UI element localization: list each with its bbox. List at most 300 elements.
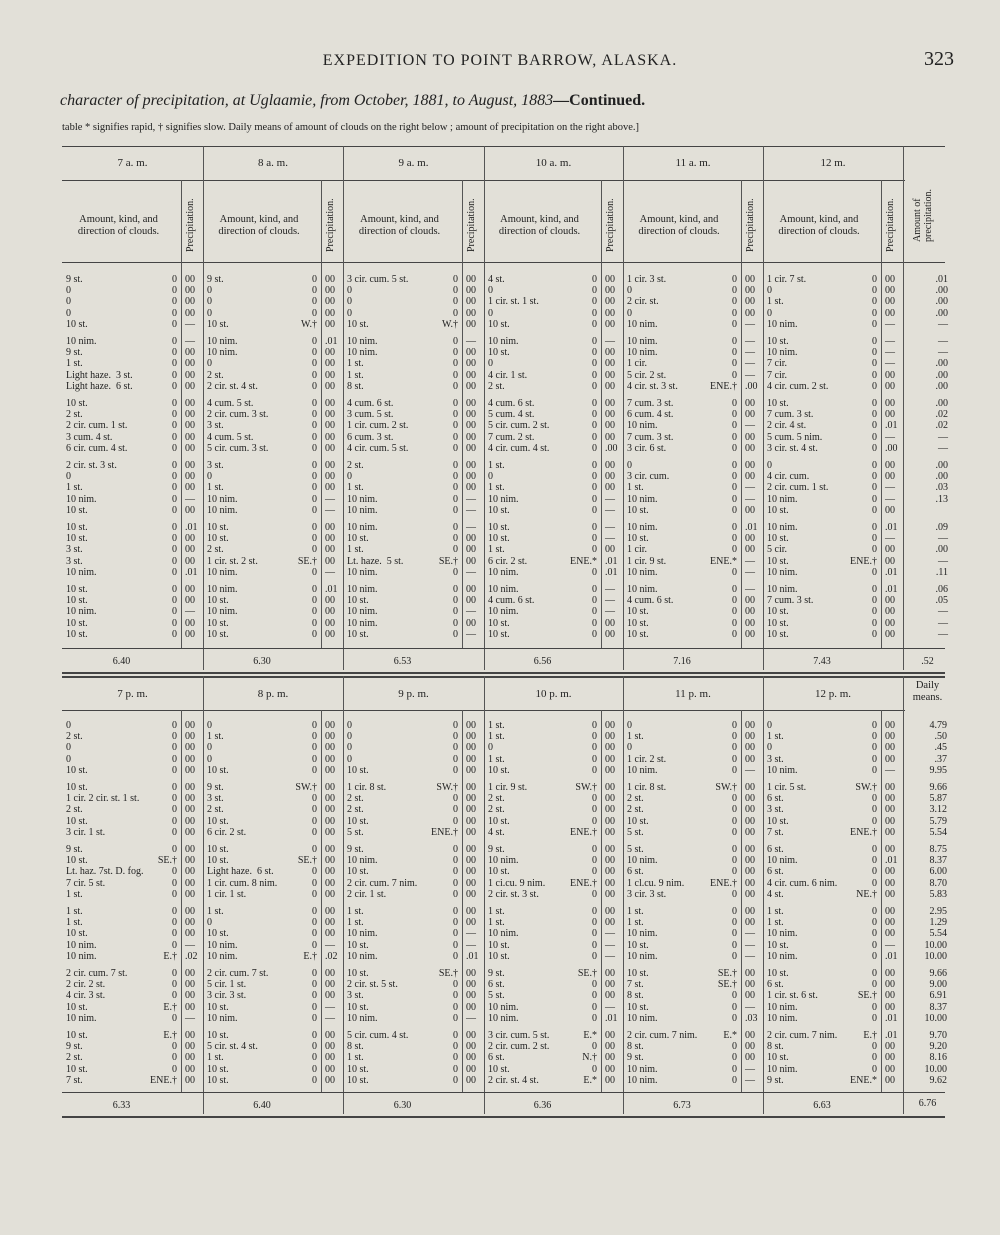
top-direction-cell: 0 0 0 0 0 [732, 274, 737, 330]
bottom-precip-cell: 00 00 — — .01 [466, 906, 479, 962]
top-precip-cell: 00 00 00 00 00 [185, 398, 195, 454]
bottom-cloud-cell: 9 st. 3 st. 2 st. 10 st. 6 cir. 2 st. [207, 782, 247, 838]
top-direction-cell: 0 0 0 0 0 [172, 584, 177, 640]
daily-mean-cell: 9.66 9.00 6.91 8.37 10.00 [924, 968, 947, 1024]
top-col-divider-5 [763, 146, 764, 670]
bottom-cloud-cell: 1 st. 1 st. 10 st. 10 nim. 10 nim. [66, 906, 97, 962]
top-hour-3: 10 a. m. [535, 157, 572, 169]
bottom-precip-cell: 00 00 00 00 00 [466, 1030, 476, 1086]
top-precip-cell: .01 00 00 00 00 [325, 584, 338, 640]
bottom-precip-cell: 00 00 — — — [745, 906, 755, 962]
top-cloud-cell: 10 nim. 7 cum. 3 st. 10 st. 10 st. 10 st. [767, 584, 814, 640]
top-col-divider-3 [484, 146, 485, 670]
bottom-cloud-cell: 0 1 st. 0 0 10 st. [207, 720, 229, 776]
bottom-precip-cell: 00 00 00 00 — [466, 968, 476, 1024]
top-right-divider [903, 146, 904, 670]
bottom-precip-divider-5 [881, 710, 882, 1092]
top-precip-cell: 00 00 — — 00 [885, 460, 895, 516]
top-precip-cell: — — 00 .01 .01 [605, 522, 618, 578]
bottom-precip-cell: 00 00 00 — .01 [605, 968, 618, 1024]
daily-mean-cell: 9.70 9.20 8.16 10.00 9.62 [924, 1030, 947, 1086]
bottom-total-0: 6.33 [112, 1100, 131, 1111]
top-cloud-cell: 9 st. 0 0 0 10 st. [207, 274, 229, 330]
top-clouds-head-5: Amount, kind, and direction of clouds. [778, 214, 860, 237]
bottom-direction-cell: 0 0 0 0 0 [453, 720, 458, 776]
top-cloud-cell: 1 cir. 3 st. 0 2 cir. st. 0 10 nim. [627, 274, 667, 330]
top-direction-cell: 0 0 0 0 0 [172, 398, 177, 454]
top-cloud-cell: 1 cir. 7 st. 0 1 st. 0 10 nim. [767, 274, 807, 330]
top-hour-5: 12 m. [820, 157, 846, 169]
table-caption [60, 92, 645, 110]
bottom-col-divider-5 [763, 676, 764, 1114]
bottom-cloud-cell: 0 0 0 0 10 st. [347, 720, 369, 776]
bottom-cloud-cell: 10 st. 9 st. 2 st. 10 st. 7 st. [66, 1030, 88, 1086]
bottom-direction-cell: 0 0 0 0 NE.† [856, 844, 877, 900]
bottom-bottom-rule [62, 1092, 945, 1093]
bottom-col-divider-1 [203, 676, 204, 1114]
top-precip-cell: .01 00 00 00 00 [885, 584, 898, 640]
bottom-precip-cell: 00 00 00 00 00 [885, 782, 895, 838]
page-title: EXPEDITION TO POINT BARROW, ALASKA. [322, 52, 678, 69]
top-clouds-head-3: Amount, kind, and direction of clouds. [498, 214, 581, 237]
top-direction-cell: 0 0 0 0 0 [872, 336, 877, 392]
top-precip-cell: — 00 00 00 — [466, 522, 476, 578]
top-bottom-rule [62, 648, 945, 649]
bottom-precip-cell: 00 .01 00 00 00 [885, 844, 898, 900]
top-clouds-head-2: Amount, kind, and direction of clouds. [358, 214, 441, 237]
bottom-precip-divider-0 [181, 710, 182, 1092]
top-cloud-cell: 10 st. 7 cum. 3 st. 2 cir. 4 st. 5 cum. 5 nim. 3 cir. st. 4 st. [767, 398, 823, 454]
daily-means-head: Daily means. [912, 680, 943, 703]
bottom-cloud-cell: 3 cir. cum. 5 st. 2 cir. cum. 2 st. 6 st. 10 st. 2 cir. st. 4 st. [488, 1030, 550, 1086]
bottom-precip-cell: 00 00 00 00 00 [185, 720, 195, 776]
bottom-direction-cell: 0 SE.† 0 0 0 [297, 844, 317, 900]
amount-total: .52 [921, 656, 934, 667]
bottom-direction-cell: 0 0 0 0 0 [732, 720, 737, 776]
bottom-cloud-cell: 0 1 st. 0 1 cir. 2 st. 10 nim. [627, 720, 667, 776]
top-precip-cell: 00 00 00 00 00 [466, 274, 476, 330]
top-direction-cell: 0 0 0 0 0 [453, 460, 458, 516]
top-precip-cell: — — — 00 00 [885, 336, 895, 392]
top-direction-cell: 0 0 0 0 0 [872, 584, 877, 640]
bottom-precip-cell: 00 00 — — — [605, 906, 615, 962]
bottom-cloud-cell: 1 cir. 5 st. 6 st. 3 st. 10 st. 7 st. [767, 782, 807, 838]
bottom-precip-divider-1 [321, 710, 322, 1092]
top-subhead-rule [62, 262, 945, 263]
top-total-1: 6.30 [253, 656, 271, 667]
top-precip-cell: .01 00 00 — — [745, 522, 758, 578]
bottom-precip-cell: 00 00 00 00 00 [605, 844, 615, 900]
bottom-precip-cell: 00 00 00 — .01 [885, 906, 898, 962]
top-cloud-cell: 4 cum. 5 st. 2 cir. cum. 3 st. 3 st. 4 cum. 5 st. 5 cir. cum. 3 st. [207, 398, 269, 454]
bottom-precip-cell: 00 00 00 — — [325, 968, 335, 1024]
bottom-direction-cell: 0 0 0 0 E.† [163, 906, 177, 962]
bottom-direction-cell: SW.† 0 0 0 ENE.† [431, 782, 458, 838]
top-direction-cell: 0 0 0 ENE.† 0 [850, 522, 877, 578]
bottom-cloud-cell: 10 st. 10 st. Light haze. 6 st. 1 cir. cum. 8 nim. 1 cir. 1 st. [207, 844, 278, 900]
bottom-cloud-cell: 0 1 st. 0 3 st. 10 nim. [767, 720, 798, 776]
bottom-precip-cell: 00 00 00 00 00 [466, 782, 476, 838]
top-precip-divider-1 [321, 180, 322, 648]
top-precip-cell: 00 00 00 — 00 [185, 460, 195, 516]
top-direction-cell: 0 0 0 0 W.† [441, 274, 458, 330]
top-cloud-cell: 10 nim. 10 nim. 1 cir. 5 cir. 2 st. 4 cir. st. 3 st. [627, 336, 678, 392]
bottom-col-divider-2 [343, 676, 344, 1114]
mean-total: 6.76 [918, 1098, 937, 1109]
bottom-direction-cell: 0 0 0 0 0 [172, 720, 177, 776]
bottom-direction-cell: SW.† 0 0 0 0 [295, 782, 317, 838]
top-direction-cell: 0 0 0 0 0 [732, 460, 737, 516]
bottom-cloud-cell: 5 cir. cum. 4 st. 8 st. 1 st. 10 st. 10 st. [347, 1030, 409, 1086]
bottom-direction-cell: E.* 0 N.† 0 E.* [582, 1030, 597, 1086]
bottom-direction-cell: SW.† 0 0 0 ENE.† [850, 782, 877, 838]
top-cloud-cell: 3 cir. cum. 5 st. 0 0 0 10 st. [347, 274, 409, 330]
top-col-divider-4 [623, 146, 624, 670]
bottom-precip-cell: 00 00 00 00 — [745, 720, 755, 776]
top-precip-cell: .01 00 00 00 00 [325, 336, 338, 392]
top-direction-cell: 0 0 0 SE.† 0 [297, 522, 317, 578]
top-direction-cell: 0 0 0 0 0 [453, 584, 458, 640]
bottom-cloud-cell: 10 st. 7 st. 8 st. 10 st. 10 nim. [627, 968, 658, 1024]
bottom-direction-cell: 0 0 0 0 0 [453, 906, 458, 962]
bottom-cloud-cell: 1 cir. 9 st. 2 st. 2 st. 10 st. 4 st. [488, 782, 528, 838]
top-hour-4: 11 a. m. [675, 157, 711, 169]
amount-cell: — — .00 .00 .00 [935, 336, 948, 392]
bottom-precip-cell: 00 00 00 00 00 [605, 1030, 615, 1086]
bottom-cloud-cell: 1 st. 1 st. 0 1 st. 10 st. [488, 720, 510, 776]
bottom-direction-cell: 0 0 0 0 0 [872, 720, 877, 776]
bottom-direction-cell: 0 0 0 0 0 [592, 906, 597, 962]
top-cloud-cell: 10 nim. 10 nim. 0 2 st. 2 cir. st. 4 st. [207, 336, 258, 392]
daily-mean-cell: 2.95 1.29 5.54 10.00 10.00 [924, 906, 947, 962]
top-direction-cell: 0 0 0 0 0 [453, 398, 458, 454]
top-direction-cell: 0 0 0 0 0 [732, 398, 737, 454]
bottom-cloud-cell: 1 st. 1 st. 10 nim. 10 st. 10 st. [488, 906, 519, 962]
top-direction-cell: 0 0 0 0 0 [312, 584, 317, 640]
bottom-cloud-cell: 9 st. 10 nim. 10 st. 2 cir. cum. 7 nim. 2 cir. 1 st. [347, 844, 418, 900]
top-precip-head-1: Precipitation. [325, 198, 336, 252]
top-direction-cell: 0 0 0 0 0 [872, 398, 877, 454]
top-end-rule [62, 672, 945, 674]
top-cloud-cell: 10 st. 10 nim. 7 cir. 7 cir. 4 cir. cum. 2 st. [767, 336, 829, 392]
top-direction-cell: 0 0 0 0 W.† [300, 274, 317, 330]
top-direction-cell: 0 0 0 ENE.* 0 [570, 522, 597, 578]
top-precip-cell: .01 00 00 00 .01 [185, 522, 198, 578]
bottom-end-rule [62, 1116, 945, 1118]
top-cloud-cell: 4 cum. 6 st. 5 cum. 4 st. 5 cir. cum. 2 st. 7 cum. 2 st. 4 cir. cum. 4 st. [488, 398, 550, 454]
top-cloud-cell: 9 st. 0 0 0 10 st. [66, 274, 88, 330]
top-direction-cell: 0 0 0 0 0 [312, 460, 317, 516]
bottom-precip-cell: 00 00 00 00 00 [185, 844, 195, 900]
bottom-precip-cell: 00 00 00 00 00 [325, 782, 335, 838]
bottom-precip-cell: 00 00 00 00 00 [185, 782, 195, 838]
top-precip-cell: 00 00 .01 — .00 [885, 398, 898, 454]
top-precip-divider-4 [741, 180, 742, 648]
top-direction-cell: 0 0 0 0 0 [172, 336, 177, 392]
bottom-cloud-cell: 10 st. 1 cir. 2 cir. st. 1 st. 2 st. 10 st. 3 cir. 1 st. [66, 782, 140, 838]
bottom-precip-cell: 00 00 00 00 00 [185, 1030, 195, 1086]
bottom-precip-cell: 00 00 00 00 00 [605, 782, 615, 838]
top-precip-cell: 00 00 — — 00 [745, 460, 755, 516]
top-direction-cell: 0 0 0 ENE.* 0 [710, 522, 737, 578]
bottom-cloud-cell: 6 st. 10 nim. 6 st. 4 cir. cum. 6 nim. 4 st. [767, 844, 838, 900]
bottom-hour-2: 9 p. m. [398, 688, 429, 700]
amount-cell: .01 .00 .00 .00 — [935, 274, 948, 330]
top-clouds-head-0: Amount, kind, and direction of clouds. [77, 214, 160, 237]
bottom-top-rule [62, 676, 945, 678]
top-total-2: 6.53 [393, 656, 412, 667]
bottom-direction-cell: SW.† 0 0 0 ENE.† [570, 782, 597, 838]
top-precip-divider-3 [601, 180, 602, 648]
top-precip-cell: 00 00 00 00 — [185, 274, 195, 330]
bottom-cloud-cell: 2 cir. cum. 7 nim. 8 st. 10 st. 10 nim. 9 st. [767, 1030, 838, 1086]
top-cloud-cell: 10 nim. 10 st. 10 nim. 10 st. 10 st. [207, 584, 238, 640]
top-cloud-cell: 10 st. 10 st. 3 st. 3 st. 10 nim. [66, 522, 97, 578]
top-precip-cell: 00 00 00 00 00 [325, 274, 335, 330]
top-cloud-cell: 10 nim. 4 cum. 6 st. 10 nim. 10 st. 10 st. [488, 584, 535, 640]
bottom-precip-cell: 00 00 00 00 00 [325, 720, 335, 776]
top-cloud-cell: 2 cir. st. 3 st. 0 1 st. 10 nim. 10 st. [66, 460, 117, 516]
bottom-precip-cell: 00 00 00 00 00 [466, 844, 476, 900]
top-cloud-cell: 10 nim. 10 st. 1 st. Lt. haze. 5 st. 10 nim. [347, 522, 404, 578]
bottom-direction-cell: 0 0 0 0 0 [453, 1030, 458, 1086]
top-total-5: 7.43 [813, 656, 831, 667]
top-cloud-cell: 7 cum. 3 st. 6 cum. 4 st. 10 nim. 7 cum. 3 st. 3 cir. 6 st. [627, 398, 674, 454]
top-total-3: 6.56 [533, 656, 552, 667]
top-direction-cell: 0 0 0 0 0 [592, 398, 597, 454]
bottom-direction-cell: SE.† 0 0 0 0 [438, 968, 458, 1024]
bottom-cloud-cell: 9 st. 6 st. 5 st. 10 nim. 10 nim. [488, 968, 519, 1024]
bottom-hour-4: 11 p. m. [675, 688, 711, 700]
bottom-cloud-cell: 1 st. 1 st. 10 nim. 10 st. 10 nim. [627, 906, 658, 962]
top-clouds-head-1: Amount, kind, and direction of clouds. [218, 214, 300, 237]
top-precip-cell: 00 00 00 00 00 [325, 398, 335, 454]
top-cloud-cell: 4 cum. 6 st. 3 cum. 5 st. 1 cir. cum. 2 st. 6 cum. 3 st. 4 cir. cum. 5 st. [347, 398, 409, 454]
top-precip-cell: 00 00 00 — — [605, 460, 615, 516]
bottom-cloud-cell: 0 2 st. 0 0 10 st. [66, 720, 88, 776]
bottom-precip-cell: 00 00 00 00 00 [325, 844, 335, 900]
top-cloud-cell: 0 3 cir. cum. 1 st. 10 nim. 10 st. [627, 460, 670, 516]
bottom-direction-cell: 0 SE.† 0 0 0 [157, 844, 177, 900]
top-direction-cell: 0 0 0 0 0 [312, 398, 317, 454]
top-cloud-cell: 1 st. 0 1 st. 10 nim. 10 st. [488, 460, 519, 516]
amount-cell: .00 .00 .03 .13 [935, 460, 948, 505]
daily-mean-cell: 4.79 .50 .45 .37 9.95 [929, 720, 947, 776]
bottom-direction-cell: 0 0 0 0 0 [312, 968, 317, 1024]
bottom-direction-cell: 0 0 0 0 0 [312, 1030, 317, 1086]
top-precip-cell: 00 00 00 00 00 [605, 274, 615, 330]
daily-mean-cell: 8.75 8.37 6.00 8.70 5.83 [929, 844, 947, 900]
table-note: table * signifies rapid, † signifies slow. Daily means of amount of clouds on the right below ; amount of precipitation on the right above.] [62, 122, 639, 133]
page-number: 323 [924, 48, 954, 70]
top-precip-head-4: Precipitation. [745, 198, 756, 252]
amount-cell: .06 .05 — — — [935, 584, 948, 640]
top-precip-cell: 00 00 00 00 — [745, 274, 755, 330]
top-cloud-cell: 10 st. 2 st. 2 cir. cum. 1 st. 3 cum. 4 st. 6 cir. cum. 4 st. [66, 398, 128, 454]
bottom-precip-cell: 00 00 00 00 00 [325, 1030, 335, 1086]
bottom-right-divider [903, 676, 904, 1114]
bottom-precip-cell: 00 00 00 00 .01 [885, 968, 898, 1024]
top-cloud-cell: 10 nim. 10 st. 0 4 cir. 1 st. 2 st. [488, 336, 528, 392]
top-direction-cell: 0 0 0 0 ENE.† [710, 336, 737, 392]
top-cloud-cell: 10 st. 10 st. 2 st. 1 cir. st. 2 st. 10 nim. [207, 522, 258, 578]
top-top-rule [62, 146, 945, 147]
top-precip-cell: — — — — .00 [745, 336, 758, 392]
amount-cell: .09 — .00 — .11 [935, 522, 948, 578]
bottom-precip-cell: 00 00 00 — .02 [325, 906, 338, 962]
top-cloud-cell: 3 st. 0 1 st. 10 nim. 10 nim. [207, 460, 238, 516]
top-precip-head-5: Precipitation. [885, 198, 896, 252]
bottom-cloud-cell: 1 st. 1 st. 10 nim. 10 st. 10 nim. [347, 906, 378, 962]
bottom-direction-cell: 0 0 0 ENE.† 0 [570, 844, 597, 900]
top-precip-divider-0 [181, 180, 182, 648]
top-precip-cell: 00 00 00 00 00 [466, 398, 476, 454]
top-total-0: 6.40 [112, 656, 131, 667]
bottom-cloud-cell: 10 st. 5 cir. st. 4 st. 1 st. 10 st. 10 st. [207, 1030, 258, 1086]
bottom-cloud-cell: 10 st. 6 st. 1 cir. st. 6 st. 10 nim. 10 nim. [767, 968, 818, 1024]
top-precip-head-2: Precipitation. [466, 198, 477, 252]
bottom-cloud-cell: 1 cir. 8 st. 2 st. 2 st. 10 st. 5 st. [627, 782, 667, 838]
bottom-hour-0: 7 p. m. [117, 688, 148, 700]
bottom-direction-cell: 0 0 0 E.† 0 [163, 968, 177, 1024]
bottom-direction-cell: 0 0 0 0 0 [453, 844, 458, 900]
top-hour-2: 9 a. m. [398, 157, 429, 169]
bottom-cloud-cell: 10 st. 2 cir. st. 5 st. 3 st. 10 st. 10 nim. [347, 968, 398, 1024]
top-cloud-cell: 10 st. 10 st. 10 nim. 10 st. 10 st. [66, 584, 97, 640]
bottom-direction-cell: 0 0 0 0 0 [592, 720, 597, 776]
top-cloud-cell: 10 nim. 10 st. 10 nim. 10 nim. 10 st. [347, 584, 378, 640]
amount-precip-head: Amount of precipitation. [912, 188, 934, 242]
top-direction-cell: 0 0 0 0 0 [172, 460, 177, 516]
top-direction-cell: 0 0 0 SE.† 0 [438, 522, 458, 578]
top-precip-cell: 00 00 — 00 00 [745, 398, 755, 454]
top-cloud-cell: 10 st. 10 st. 1 st. 6 cir. 2 st. 10 nim. [488, 522, 528, 578]
bottom-total-2: 6.30 [393, 1100, 412, 1111]
bottom-precip-divider-2 [462, 710, 463, 1092]
top-total-4: 7.16 [673, 656, 691, 667]
top-precip-cell: — 00 00 00 00 [745, 584, 755, 640]
bottom-col-divider-4 [623, 676, 624, 1114]
bottom-precip-cell: 00 00 00 00 00 [605, 720, 615, 776]
top-precip-cell: .01 — 00 00 .01 [885, 522, 898, 578]
bottom-hour-1: 8 p. m. [257, 688, 289, 700]
bottom-direction-cell: SE.† SE.† 0 0 0 [717, 968, 737, 1024]
top-direction-cell: 0 0 0 0 0 [592, 274, 597, 330]
bottom-total-4: 6.73 [673, 1100, 691, 1111]
bottom-cloud-cell: 1 cir. 8 st. 2 st. 2 st. 10 st. 5 st. [347, 782, 387, 838]
daily-mean-cell: 9.66 5.87 3.12 5.79 5.54 [929, 782, 947, 838]
top-precip-cell: — 00 00 00 00 [185, 336, 195, 392]
top-precip-cell: 00 00 00 00 — [885, 274, 895, 330]
bottom-precip-divider-3 [601, 710, 602, 1092]
top-precip-cell: — 00 00 00 00 [605, 336, 615, 392]
amount-cell: .00 .02 .02 — — [935, 398, 948, 454]
bottom-direction-cell: SW.† 0 0 0 0 [715, 782, 737, 838]
top-cloud-cell: 10 nim. 10 st. 1 cir. 1 cir. 9 st. 10 nim. [627, 522, 667, 578]
bottom-direction-cell: E.† 0 0 0 ENE.† [150, 1030, 177, 1086]
bottom-precip-cell: 00 00 00 00 — [185, 968, 195, 1024]
top-cloud-cell: 10 nim. 4 cum. 6 st. 10 st. 10 st. 10 st. [627, 584, 674, 640]
bottom-cloud-cell: 9 st. 10 nim. 10 st. 1 ci.cu. 9 nim. 2 cir. st. 3 st. [488, 844, 546, 900]
top-precip-divider-2 [462, 180, 463, 648]
bottom-cloud-cell: 2 cir. cum. 7 st. 5 cir. 1 st. 3 cir. 3 st. 10 st. 10 nim. [207, 968, 269, 1024]
top-clouds-head-4: Amount, kind, and direction of clouds. [638, 214, 720, 237]
top-direction-cell: 0 0 0 0 0 [592, 584, 597, 640]
bottom-cloud-cell: 1 st. 1 st. 10 nim. 10 st. 10 nim. [767, 906, 798, 962]
bottom-precip-cell: 00 00 00 — .02 [185, 906, 198, 962]
bottom-precip-cell: 00 00 00 — — [745, 1030, 755, 1086]
top-direction-cell: 0 0 0 0 0 [732, 584, 737, 640]
bottom-cloud-cell: 2 cir. cum. 7 nim. 8 st. 9 st. 10 nim. 10 nim. [627, 1030, 698, 1086]
top-direction-cell: 0 0 0 0 0 [872, 274, 877, 330]
top-precip-cell: 00 00 00 00 — [325, 522, 335, 578]
bottom-precip-cell: 00 00 00 — .03 [745, 968, 758, 1024]
bottom-direction-cell: 0 0 0 0 E.† [303, 906, 317, 962]
top-precip-cell: 00 00 — 00 00 [185, 584, 195, 640]
top-precip-cell: — — — 00 00 [605, 584, 615, 640]
top-cloud-cell: 4 st. 0 1 cir. st. 1 st. 0 10 st. [488, 274, 539, 330]
top-precip-cell: 00 00 00 00 .00 [605, 398, 618, 454]
bottom-precip-cell: 00 00 00 00 00 [745, 844, 755, 900]
bottom-direction-cell: SE.† 0 0 0 0 [577, 968, 597, 1024]
bottom-precip-cell: .01 00 00 00 00 [885, 1030, 898, 1086]
top-direction-cell: 0 0 0 0 0 [453, 336, 458, 392]
caption-continued: —Continued. [553, 92, 646, 109]
caption-italic: character of precipitation, at Uglaamie, from October, 1881, to August, 1883 [60, 92, 554, 109]
top-direction-cell: 0 0 0 0 0 [592, 460, 597, 516]
top-direction-cell: 0 0 0 0 0 [312, 336, 317, 392]
top-direction-cell: 0 0 0 0 0 [872, 460, 877, 516]
top-cloud-cell: 10 nim. 10 nim. 1 st. 1 st. 8 st. [347, 336, 378, 392]
top-precip-cell: 00 00 00 — — [466, 460, 476, 516]
bottom-cloud-cell: 5 st. 10 nim. 6 st. 1 cl.cu. 9 nim. 3 cir. 3 st. [627, 844, 685, 900]
top-precip-cell: — 00 00 00 00 [466, 336, 476, 392]
bottom-hour-5: 12 p. m. [814, 688, 852, 700]
bottom-total-5: 6.63 [813, 1100, 831, 1111]
bottom-direction-cell: 0 0 0 0 0 [872, 906, 877, 962]
top-col-divider-1 [203, 146, 204, 670]
top-precip-cell: 00 00 00 — — [325, 460, 335, 516]
bottom-total-1: 6.40 [253, 1100, 271, 1111]
top-precip-cell: 00 00 — 00 — [466, 584, 476, 640]
bottom-precip-cell: 00 00 00 00 00 [745, 782, 755, 838]
bottom-cloud-cell: 9 st. 10 st. Lt. haz. 7st. D. fog. 7 cir. 5 st. 1 st. [66, 844, 144, 900]
bottom-direction-cell: 0 0 0 0 0 [172, 782, 177, 838]
top-precip-divider-5 [881, 180, 882, 648]
bottom-total-3: 6.36 [533, 1100, 552, 1111]
bottom-cloud-cell: 1 st. 0 10 st. 10 nim. 10 nim. [207, 906, 238, 962]
bottom-direction-cell: E.* 0 0 0 0 [723, 1030, 737, 1086]
bottom-direction-cell: 0 0 SE.† 0 0 [857, 968, 877, 1024]
bottom-direction-cell: E.† 0 0 0 ENE.* [850, 1030, 877, 1086]
bottom-direction-cell: 0 0 0 0 0 [732, 906, 737, 962]
top-col-divider-2 [343, 146, 344, 670]
top-cloud-cell: 0 4 cir. cum. 2 cir. cum. 1 st. 10 nim. 10 st. [767, 460, 829, 516]
bottom-direction-cell: 0 0 0 ENE.† 0 [710, 844, 737, 900]
top-cloud-cell: 10 nim. 10 st. 5 cir. 10 st. 10 nim. [767, 522, 798, 578]
bottom-col-divider-3 [484, 676, 485, 1114]
top-direction-cell: 0 0 0 0 0 [592, 336, 597, 392]
bottom-hour-3: 10 p. m. [535, 688, 572, 700]
top-direction-cell: 0 0 0 0 0 [172, 274, 177, 330]
top-precip-head-0: Precipitation. [185, 198, 196, 252]
top-precip-head-3: Precipitation. [605, 198, 616, 252]
bottom-precip-divider-4 [741, 710, 742, 1092]
top-hour-0: 7 a. m. [117, 157, 148, 169]
bottom-direction-cell: 0 0 0 0 0 [312, 720, 317, 776]
bottom-precip-cell: 00 00 00 00 00 [466, 720, 476, 776]
top-cloud-cell: 10 nim. 9 st. 1 st. Light haze. 3 st. Light haze. 6 st. [66, 336, 133, 392]
